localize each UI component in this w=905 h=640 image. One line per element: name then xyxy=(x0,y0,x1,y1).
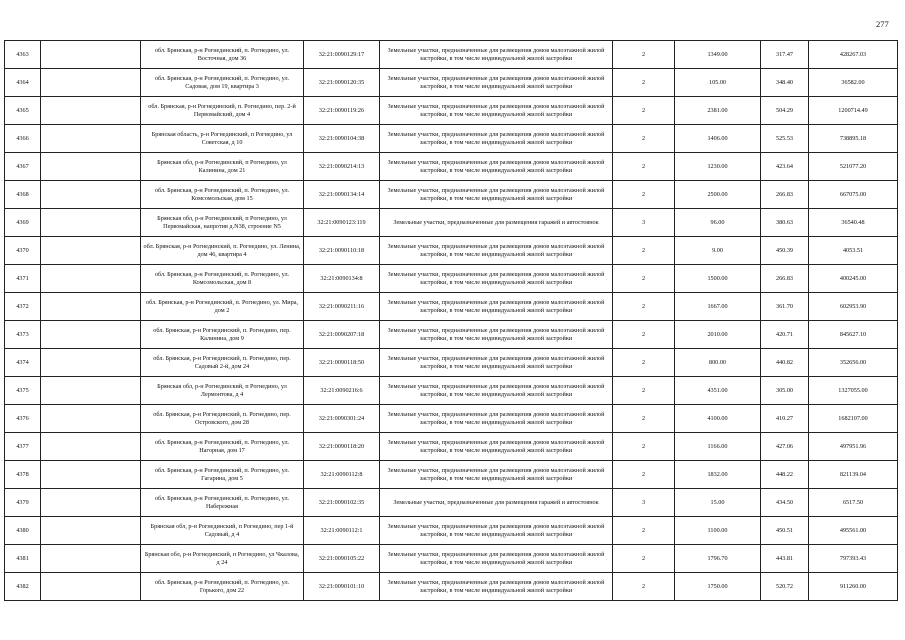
specific-value-cell: 450.39 xyxy=(761,237,809,265)
cadastral-number-cell: 32:21:0090211:16 xyxy=(304,293,380,321)
cadastral-number-cell: 32:21:0090123:119 xyxy=(304,209,380,237)
address-cell: Брянская обл, р-н Рогнединский, п Рогнедино, ул Лермонтова, д 4 xyxy=(141,377,304,405)
land-use-cell: Земельные участки, предназначенные для размещения домов малоэтажной жилой застройки, в том числе индивидуальной жилой застройки xyxy=(380,349,613,377)
row-number-cell: 4377 xyxy=(5,433,41,461)
cadastral-number-cell: 32:21:0090101:10 xyxy=(304,573,380,601)
area-cell: 15.00 xyxy=(675,489,761,517)
group-code-cell: 2 xyxy=(613,573,675,601)
row-number-cell: 4374 xyxy=(5,349,41,377)
group-code-cell: 2 xyxy=(613,377,675,405)
land-use-cell: Земельные участки, предназначенные для размещения домов малоэтажной жилой застройки, в том числе индивидуальной жилой застройки xyxy=(380,265,613,293)
address-cell: обл. Брянская, р-н Рогнединский, п. Рогнедино, ул. Нагорная, дом 17 xyxy=(141,433,304,461)
land-use-cell: Земельные участки, предназначенные для размещения домов малоэтажной жилой застройки, в том числе индивидуальной жилой застройки xyxy=(380,377,613,405)
specific-value-cell: 361.70 xyxy=(761,293,809,321)
cadastral-value-cell: 400245.00 xyxy=(809,265,898,293)
area-cell: 9.00 xyxy=(675,237,761,265)
table-row xyxy=(5,461,898,489)
area-cell: 2500.00 xyxy=(675,181,761,209)
address-cell: обл. Брянская, р-н Рогнединский, п. Рогнедино, пер. 2-й Первомайский, дом 4 xyxy=(141,97,304,125)
address-cell: Брянская обл, р-н Рогнединский, п Рогнедино, ул Первомайская, напротив д.N38, строение N5 xyxy=(141,209,304,237)
specific-value-cell: 266.83 xyxy=(761,265,809,293)
cadastral-value-cell: 602953.90 xyxy=(809,293,898,321)
land-use-cell: Земельные участки, предназначенные для размещения домов малоэтажной жилой застройки, в том числе индивидуальной жилой застройки xyxy=(380,153,613,181)
table-row xyxy=(5,293,898,321)
specific-value-cell: 504.29 xyxy=(761,97,809,125)
address-cell: обл. Брянская, р-н Рогнединский, п. Рогнедино, ул. Набережная xyxy=(141,489,304,517)
area-cell: 1166.00 xyxy=(675,433,761,461)
row-number-cell: 4371 xyxy=(5,265,41,293)
table-row xyxy=(5,237,898,265)
address-cell: обл. Брянская, р-н Рогнединский, п. Рогнедино, ул. Садовая, дом 19, квартира 3 xyxy=(141,69,304,97)
land-use-cell: Земельные участки, предназначенные для размещения домов малоэтажной жилой застройки, в том числе индивидуальной жилой застройки xyxy=(380,405,613,433)
empty-cell xyxy=(41,545,141,573)
cadastral-value-cell: 845627.10 xyxy=(809,321,898,349)
land-use-cell: Земельные участки, предназначенные для размещения домов малоэтажной жилой застройки, в том числе индивидуальной жилой застройки xyxy=(380,41,613,69)
cadastral-value-cell: 797393.43 xyxy=(809,545,898,573)
cadastral-value-cell: 495561.00 xyxy=(809,517,898,545)
table-row xyxy=(5,125,898,153)
land-use-cell: Земельные участки, предназначенные для размещения домов малоэтажной жилой застройки, в том числе индивидуальной жилой застройки xyxy=(380,69,613,97)
land-use-cell: Земельные участки, предназначенные для размещения домов малоэтажной жилой застройки, в том числе индивидуальной жилой застройки xyxy=(380,573,613,601)
cadastral-value-cell: 4053.51 xyxy=(809,237,898,265)
cadastral-number-cell: 32:21:0090112:8 xyxy=(304,461,380,489)
specific-value-cell: 305.00 xyxy=(761,377,809,405)
group-code-cell: 2 xyxy=(613,405,675,433)
group-code-cell: 2 xyxy=(613,265,675,293)
address-cell: Брянская область, р-н Рогнединский, п Рогнедино, ул Советская, д 10 xyxy=(141,125,304,153)
cadastral-value-cell: 521077.20 xyxy=(809,153,898,181)
empty-cell xyxy=(41,237,141,265)
empty-cell xyxy=(41,209,141,237)
area-cell: 1750.00 xyxy=(675,573,761,601)
cadastral-number-cell: 32:21:0090134:14 xyxy=(304,181,380,209)
row-number-cell: 4382 xyxy=(5,573,41,601)
land-use-cell: Земельные участки, предназначенные для размещения домов малоэтажной жилой застройки, в том числе индивидуальной жилой застройки xyxy=(380,181,613,209)
area-cell: 800.00 xyxy=(675,349,761,377)
table-row xyxy=(5,69,898,97)
cadastral-number-cell: 32:21:0090216:6 xyxy=(304,377,380,405)
specific-value-cell: 380.63 xyxy=(761,209,809,237)
row-number-cell: 4375 xyxy=(5,377,41,405)
cadastral-value-cell: 36582.00 xyxy=(809,69,898,97)
address-cell: Брянская обл, р-н Рогнединский, п Рогнедино, пер 1-й Садовый, д 4 xyxy=(141,517,304,545)
table-row xyxy=(5,433,898,461)
land-use-cell: Земельные участки, предназначенные для размещения домов малоэтажной жилой застройки, в том числе индивидуальной жилой застройки xyxy=(380,125,613,153)
land-use-cell: Земельные участки, предназначенные для размещения домов малоэтажной жилой застройки, в том числе индивидуальной жилой застройки xyxy=(380,237,613,265)
specific-value-cell: 450.51 xyxy=(761,517,809,545)
table-row xyxy=(5,545,898,573)
empty-cell xyxy=(41,97,141,125)
table-row xyxy=(5,265,898,293)
cadastral-number-cell: 32:21:0090301:24 xyxy=(304,405,380,433)
specific-value-cell: 434.50 xyxy=(761,489,809,517)
address-cell: обл. Брянская, р-н Рогнединский, п. Рогнедино, ул. Комсомольская, дом 8 xyxy=(141,265,304,293)
group-code-cell: 2 xyxy=(613,517,675,545)
empty-cell xyxy=(41,489,141,517)
area-cell: 1100.00 xyxy=(675,517,761,545)
specific-value-cell: 423.64 xyxy=(761,153,809,181)
cadastral-number-cell: 32:21:0090120:35 xyxy=(304,69,380,97)
specific-value-cell: 427.06 xyxy=(761,433,809,461)
address-cell: обл. Брянская, р-н Рогнединский, п. Рогнедино, пер. Садовый 2-й, дом 24 xyxy=(141,349,304,377)
cadastral-number-cell: 32:21:0090129:17 xyxy=(304,41,380,69)
cadastral-number-cell: 32:21:0090207:18 xyxy=(304,321,380,349)
address-cell: обл. Брянская, р-н Рогнединский, п. Рогнедино, ул. Восточная, дом 36 xyxy=(141,41,304,69)
cadastral-number-cell: 32:21:0090104:38 xyxy=(304,125,380,153)
group-code-cell: 2 xyxy=(613,545,675,573)
specific-value-cell: 520.72 xyxy=(761,573,809,601)
row-number-cell: 4372 xyxy=(5,293,41,321)
table-row xyxy=(5,321,898,349)
cadastral-number-cell: 32:21:0090112:1 xyxy=(304,517,380,545)
cadastral-value-cell: 1327055.00 xyxy=(809,377,898,405)
group-code-cell: 2 xyxy=(613,321,675,349)
empty-cell xyxy=(41,69,141,97)
empty-cell xyxy=(41,573,141,601)
cadastral-number-cell: 32:21:0090105:22 xyxy=(304,545,380,573)
land-use-cell: Земельные участки, предназначенные для размещения домов малоэтажной жилой застройки, в том числе индивидуальной жилой застройки xyxy=(380,545,613,573)
cadastral-value-cell: 36540.48 xyxy=(809,209,898,237)
row-number-cell: 4378 xyxy=(5,461,41,489)
land-use-cell: Земельные участки, предназначенные для размещения домов малоэтажной жилой застройки, в том числе индивидуальной жилой застройки xyxy=(380,461,613,489)
land-use-cell: Земельные участки, предназначенные для размещения домов малоэтажной жилой застройки, в том числе индивидуальной жилой застройки xyxy=(380,517,613,545)
group-code-cell: 2 xyxy=(613,69,675,97)
empty-cell xyxy=(41,41,141,69)
area-cell: 1500.00 xyxy=(675,265,761,293)
empty-cell xyxy=(41,405,141,433)
page-number: 277 xyxy=(876,19,889,29)
empty-cell xyxy=(41,181,141,209)
area-cell: 1832.00 xyxy=(675,461,761,489)
table-row xyxy=(5,41,898,69)
specific-value-cell: 266.83 xyxy=(761,181,809,209)
group-code-cell: 2 xyxy=(613,293,675,321)
group-code-cell: 3 xyxy=(613,489,675,517)
empty-cell xyxy=(41,461,141,489)
area-cell: 4351.00 xyxy=(675,377,761,405)
address-cell: обл. Брянская, р-н Рогнединский, п. Рогнедино, пер. Калинина, дом 9 xyxy=(141,321,304,349)
row-number-cell: 4380 xyxy=(5,517,41,545)
table-row xyxy=(5,181,898,209)
area-cell: 1230.00 xyxy=(675,153,761,181)
address-cell: обл. Брянская, р-н Рогнединский, п. Рогнедино, ул. Горького, дом 22 xyxy=(141,573,304,601)
address-cell: обл. Брянская, р-н Рогнединский, п. Рогнедино, пер. Островского, дом 28 xyxy=(141,405,304,433)
cadastral-value-cell: 497951.96 xyxy=(809,433,898,461)
land-use-cell: Земельные участки, предназначенные для размещения домов малоэтажной жилой застройки, в том числе индивидуальной жилой застройки xyxy=(380,433,613,461)
table-row xyxy=(5,489,898,517)
address-cell: Брянская обл, р-н Рогнединский, п Рогнедино, ул Калинина, дом 21 xyxy=(141,153,304,181)
row-number-cell: 4370 xyxy=(5,237,41,265)
cadastral-number-cell: 32:21:0090102:35 xyxy=(304,489,380,517)
group-code-cell: 2 xyxy=(613,237,675,265)
address-cell: обл. Брянская, р-н Рогнединский, п. Рогнедино, ул. Мира, дом 2 xyxy=(141,293,304,321)
area-cell: 1349.00 xyxy=(675,41,761,69)
cadastral-value-cell: 428267.03 xyxy=(809,41,898,69)
cadastral-value-table xyxy=(4,40,898,601)
empty-cell xyxy=(41,377,141,405)
group-code-cell: 2 xyxy=(613,97,675,125)
table-row xyxy=(5,153,898,181)
empty-cell xyxy=(41,349,141,377)
empty-cell xyxy=(41,293,141,321)
empty-cell xyxy=(41,517,141,545)
row-number-cell: 4379 xyxy=(5,489,41,517)
specific-value-cell: 448.22 xyxy=(761,461,809,489)
empty-cell xyxy=(41,265,141,293)
row-number-cell: 4381 xyxy=(5,545,41,573)
cadastral-number-cell: 32:21:0090110:18 xyxy=(304,237,380,265)
row-number-cell: 4364 xyxy=(5,69,41,97)
group-code-cell: 2 xyxy=(613,181,675,209)
group-code-cell: 2 xyxy=(613,461,675,489)
table-row xyxy=(5,97,898,125)
address-cell: Брянская обл, р-н Рогнединский, п Рогнедино, ул Чкалова, д 24 xyxy=(141,545,304,573)
specific-value-cell: 348.40 xyxy=(761,69,809,97)
cadastral-value-cell: 667075.00 xyxy=(809,181,898,209)
specific-value-cell: 410.27 xyxy=(761,405,809,433)
cadastral-value-cell: 6517.50 xyxy=(809,489,898,517)
row-number-cell: 4373 xyxy=(5,321,41,349)
row-number-cell: 4367 xyxy=(5,153,41,181)
land-use-cell: Земельные участки, предназначенные для размещения гаражей и автостоянок xyxy=(380,489,613,517)
cadastral-number-cell: 32:21:0090118:20 xyxy=(304,433,380,461)
area-cell: 105.00 xyxy=(675,69,761,97)
land-use-cell: Земельные участки, предназначенные для размещения домов малоэтажной жилой застройки, в том числе индивидуальной жилой застройки xyxy=(380,293,613,321)
area-cell: 1796.70 xyxy=(675,545,761,573)
empty-cell xyxy=(41,153,141,181)
land-use-cell: Земельные участки, предназначенные для размещения гаражей и автостоянок xyxy=(380,209,613,237)
area-cell: 1667.00 xyxy=(675,293,761,321)
specific-value-cell: 525.53 xyxy=(761,125,809,153)
specific-value-cell: 443.81 xyxy=(761,545,809,573)
row-number-cell: 4363 xyxy=(5,41,41,69)
address-cell: обл. Брянская, р-н Рогнединский, п. Рогнедино, ул. Комсомольская, дом 15 xyxy=(141,181,304,209)
address-cell: обл. Брянская, р-н Рогнединский, п. Рогнедино, ул. Ленина, дом 46, квартира 4 xyxy=(141,237,304,265)
specific-value-cell: 420.71 xyxy=(761,321,809,349)
group-code-cell: 2 xyxy=(613,41,675,69)
row-number-cell: 4365 xyxy=(5,97,41,125)
empty-cell xyxy=(41,433,141,461)
group-code-cell: 2 xyxy=(613,433,675,461)
specific-value-cell: 440.82 xyxy=(761,349,809,377)
area-cell: 4100.00 xyxy=(675,405,761,433)
cadastral-value-cell: 911260.00 xyxy=(809,573,898,601)
row-number-cell: 4366 xyxy=(5,125,41,153)
specific-value-cell: 317.47 xyxy=(761,41,809,69)
land-use-cell: Земельные участки, предназначенные для размещения домов малоэтажной жилой застройки, в том числе индивидуальной жилой застройки xyxy=(380,97,613,125)
cadastral-number-cell: 32:21:0090119:26 xyxy=(304,97,380,125)
cadastral-number-cell: 32:21:0090118:50 xyxy=(304,349,380,377)
table-row xyxy=(5,349,898,377)
row-number-cell: 4376 xyxy=(5,405,41,433)
land-use-cell: Земельные участки, предназначенные для размещения домов малоэтажной жилой застройки, в том числе индивидуальной жилой застройки xyxy=(380,321,613,349)
cadastral-number-cell: 32:21:0090214:13 xyxy=(304,153,380,181)
table-row xyxy=(5,209,898,237)
row-number-cell: 4368 xyxy=(5,181,41,209)
group-code-cell: 2 xyxy=(613,349,675,377)
group-code-cell: 2 xyxy=(613,125,675,153)
cadastral-value-cell: 738895.18 xyxy=(809,125,898,153)
table-row xyxy=(5,405,898,433)
group-code-cell: 3 xyxy=(613,209,675,237)
empty-cell xyxy=(41,321,141,349)
area-cell: 2381.00 xyxy=(675,97,761,125)
cadastral-value-cell: 1200714.49 xyxy=(809,97,898,125)
empty-cell xyxy=(41,125,141,153)
row-number-cell: 4369 xyxy=(5,209,41,237)
cadastral-value-cell: 352656.00 xyxy=(809,349,898,377)
area-cell: 96.00 xyxy=(675,209,761,237)
area-cell: 1406.00 xyxy=(675,125,761,153)
area-cell: 2010.00 xyxy=(675,321,761,349)
table-row xyxy=(5,573,898,601)
address-cell: обл. Брянская, р-н Рогнединский, п. Рогнедино, ул. Гагарина, дом 5 xyxy=(141,461,304,489)
group-code-cell: 2 xyxy=(613,153,675,181)
cadastral-value-cell: 821139.04 xyxy=(809,461,898,489)
cadastral-value-cell: 1682107.00 xyxy=(809,405,898,433)
table-row xyxy=(5,517,898,545)
table-row xyxy=(5,377,898,405)
cadastral-number-cell: 32:21:0090134:8 xyxy=(304,265,380,293)
